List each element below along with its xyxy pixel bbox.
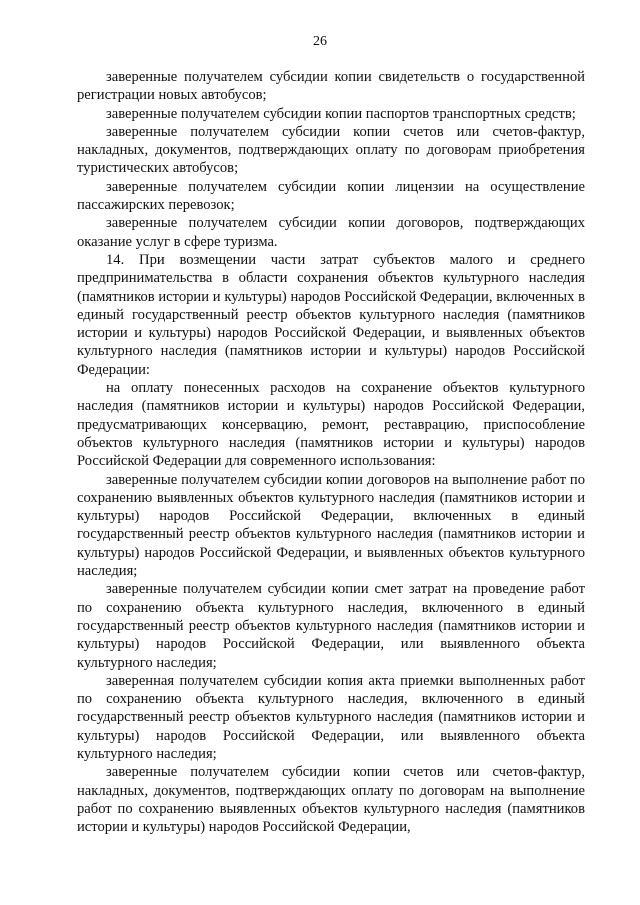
paragraph: заверенные получателем субсидии копии договоров на выполнение работ по сохранению выявленных объектов культурного наследия (памятников истории и культуры) народов Российской Федерации, включенных в единый государственный реестр объектов культурного наследия (памятников истории и культуры) народов Российской Федерации, и выявленных объектов культурного наследия; — [77, 471, 585, 580]
paragraph: заверенные получателем субсидии копии смет затрат на проведение работ по сохранению объекта культурного наследия, включенного в единый государственный реестр объектов культурного наследия (памятников истории и культуры) народов Российской Федерации, или выявленного объекта культурного наследия; — [77, 581, 585, 671]
paragraph: заверенные получателем субсидии копии лицензии на осуществление пассажирских перевозок; — [77, 178, 585, 214]
paragraph: заверенные получателем субсидии копии счетов или счетов-фактур, накладных, документов, подтверждающих оплату по договорам приобретения туристических автобусов; — [77, 123, 585, 177]
paragraph: заверенные получателем субсидии копии счетов или счетов-фактур, накладных, документов, подтверждающих оплату по договорам на выполнение работ по сохранению выявленных объектов культурного наследия (памятников истории и культуры) народов Российской Федерации, — [77, 764, 585, 836]
paragraph: на оплату понесенных расходов на сохранение объектов культурного наследия (памятников истории и культуры) народов Российской Федерации, предусматривающих консервацию, ремонт, реставрацию, приспособление объектов культурного наследия (памятников истории и культуры) народов Российской Федерации для современного использования: — [77, 380, 585, 470]
paragraph: заверенные получателем субсидии копии свидетельств о государственной регистрации новых автобусов; — [77, 69, 585, 104]
paragraph: заверенные получателем субсидии копии паспортов транспортных средств; — [106, 105, 576, 122]
paragraph: 14. При возмещении части затрат субъектов малого и среднего предпринимательства в области сохранения объектов культурного наследия (памятников истории и культуры) народов Российской Федерации, включенных в единый государственный реестр объектов культурного наследия (памятников истории и культуры) народов Российской Федерации, и выявленных объектов культурного наследия (памятников истории и культуры) народов Российской Федерации: — [77, 251, 585, 378]
paragraph: заверенные получателем субсидии копии договоров, подтверждающих оказание услуг в сфере туризма. — [77, 215, 585, 250]
document-body — [77, 68, 585, 836]
paragraph: заверенная получателем субсидии копия акта приемки выполненных работ по сохранению объекта культурного наследия, включенного в единый государственный реестр объектов культурного наследия (памятников истории и культуры) народов Российской Федерации, или выявленного объекта культурного наследия; — [77, 672, 585, 762]
page-number: 26 — [313, 34, 327, 49]
